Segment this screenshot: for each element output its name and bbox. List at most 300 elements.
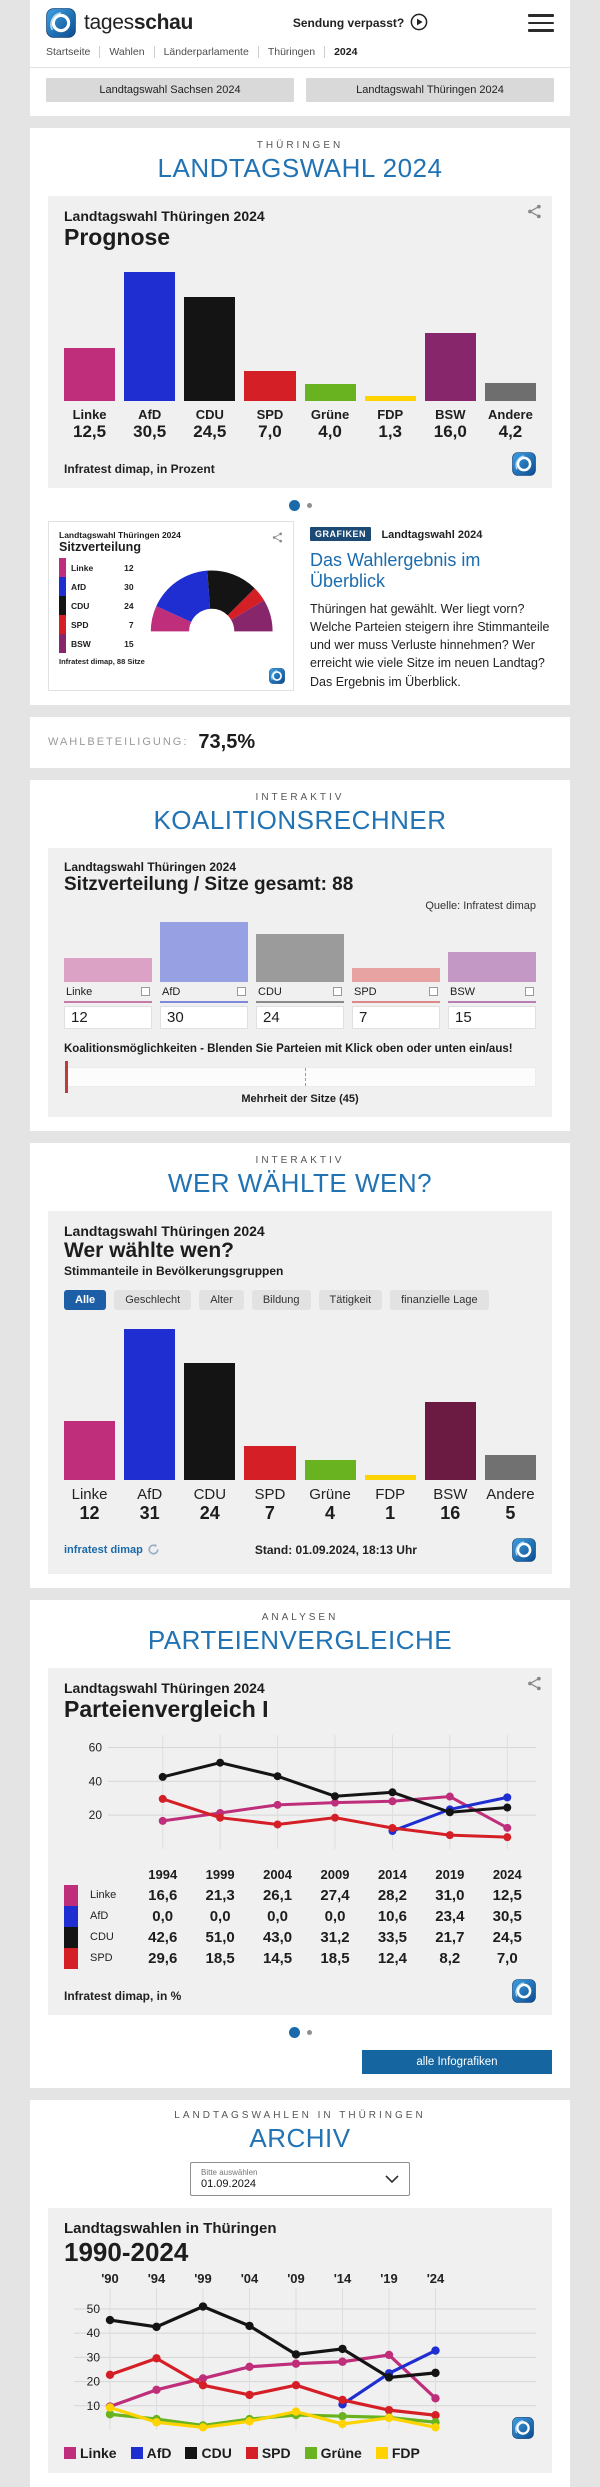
table-value: 10,6 — [377, 1907, 408, 1925]
party-checkbox[interactable] — [525, 987, 534, 996]
bar-label: Linke — [72, 407, 107, 422]
bar-label: BSW — [435, 407, 466, 422]
year-header: 2009 — [320, 1866, 350, 1882]
party-checkbox[interactable] — [141, 987, 150, 996]
filter-pill[interactable]: Tätigkeit — [319, 1290, 383, 1310]
coalition-bar-chart — [64, 922, 536, 1029]
bar-track — [305, 1320, 356, 1480]
chart-pretitle: Landtagswahlen in Thüringen — [64, 2219, 277, 2237]
chart-source: Quelle: Infratest dimap — [425, 899, 536, 912]
party-comparison-table — [64, 1864, 536, 1969]
section-title: ARCHIV — [249, 2122, 351, 2153]
chart-pretitle: Landtagswahl Thüringen 2024 — [64, 1222, 265, 1239]
date-select-value: 01.09.2024 — [201, 2177, 257, 2190]
table-value: 23,4 — [435, 1907, 465, 1925]
table-value: 12,5 — [492, 1886, 522, 1904]
party-name: Linke — [66, 985, 93, 998]
teaser-kicker: Landtagswahl 2024 — [381, 529, 483, 541]
legend-color-chip — [59, 615, 66, 634]
wer-bar-chart — [64, 1320, 536, 1524]
region-tabs — [30, 68, 570, 116]
seat-count-input[interactable]: 7 — [352, 1006, 440, 1029]
coalition-column — [352, 922, 440, 1029]
year-header: 1994 — [148, 1866, 178, 1882]
svg-text:10: 10 — [86, 2398, 100, 2413]
date-select-label: Bitte auswählen — [201, 2167, 258, 2177]
chart-title: Parteienvergleich I — [64, 1695, 269, 1722]
bar-track — [425, 1320, 476, 1480]
party-color-chip — [64, 1885, 78, 1906]
bar-label: Andere — [488, 407, 533, 422]
coalition-column — [160, 922, 248, 1029]
chart-pretitle: Landtagswahl Thüringen 2024 — [64, 208, 265, 224]
majority-track[interactable] — [64, 1067, 536, 1087]
table-value: 29,6 — [148, 1949, 178, 1967]
bar-value: 24,5 — [193, 422, 227, 441]
seat-count-input[interactable]: 12 — [64, 1006, 152, 1029]
svg-text:'94: '94 — [147, 2270, 166, 2286]
legend-row — [59, 634, 136, 653]
bar-column — [244, 1320, 295, 1524]
tagesschau-watermark-icon — [512, 1979, 536, 2003]
bar-value: 31 — [139, 1502, 160, 1523]
section-eyebrow: INTERAKTIV — [255, 791, 345, 803]
party-checkbox[interactable] — [333, 987, 342, 996]
bar-value: 12,5 — [73, 422, 107, 441]
party-bar — [425, 1402, 476, 1480]
filter-pill[interactable]: finanzielle Lage — [390, 1290, 488, 1310]
chart-title: Prognose — [64, 224, 171, 250]
majority-label: Mehrheit der Sitze (45) — [241, 1092, 359, 1105]
legend-item — [131, 2445, 172, 2461]
svg-text:20: 20 — [88, 1807, 102, 1822]
tagesschau-watermark-icon — [512, 1538, 536, 1562]
bar-label: Grüne — [310, 407, 350, 422]
legend-seat-count: 12 — [124, 562, 134, 573]
svg-text:60: 60 — [88, 1740, 102, 1755]
seat-count-input[interactable]: 24 — [256, 1006, 344, 1029]
teaser-text-block — [310, 521, 552, 691]
section-title: PARTEIENVERGLEICHE — [147, 1624, 453, 1655]
party-bar — [425, 333, 476, 401]
table-value: 0,0 — [152, 1907, 174, 1925]
koalitionsrechner-card — [48, 848, 552, 1117]
bar-value: 7,0 — [258, 422, 282, 441]
breadcrumb-item[interactable]: Startseite — [46, 46, 91, 58]
legend-color-chip — [59, 558, 66, 577]
bar-column — [124, 261, 175, 442]
table-value: 21,3 — [205, 1886, 235, 1904]
share-icon[interactable] — [527, 1676, 542, 1696]
bar-column — [485, 261, 536, 442]
party-bar — [124, 1329, 175, 1479]
filter-pill[interactable]: Bildung — [252, 1290, 311, 1310]
seat-count-input[interactable]: 15 — [448, 1006, 536, 1029]
bar-track — [244, 261, 295, 401]
tagesschau-logo[interactable] — [46, 8, 193, 38]
seat-bar[interactable] — [352, 968, 440, 982]
table-value: 21,7 — [435, 1928, 465, 1946]
chart-pretitle: Landtagswahl Thüringen 2024 — [64, 1679, 265, 1696]
bar-label: SPD — [256, 407, 284, 422]
legend-item — [376, 2445, 420, 2461]
table-value: 26,1 — [262, 1886, 293, 1904]
bar-label: Grüne — [309, 1485, 351, 1503]
party-bar — [365, 396, 416, 402]
table-value: 0,0 — [209, 1907, 231, 1925]
legend-row — [59, 615, 136, 634]
tagesschau-watermark-icon — [512, 2417, 534, 2439]
table-value: 31,2 — [320, 1928, 350, 1946]
svg-text:20: 20 — [86, 2374, 100, 2389]
seat-count-input[interactable]: 30 — [160, 1006, 248, 1029]
table-value: 51,0 — [205, 1928, 235, 1946]
section-title: KOALITIONSRECHNER — [153, 804, 447, 835]
section-eyebrow: THÜRINGEN — [256, 140, 344, 151]
chart-title: Wer wählte wen? — [64, 1238, 234, 1262]
bar-column — [305, 261, 356, 442]
legend-item — [64, 2445, 117, 2461]
majority-start-marker — [65, 1061, 68, 1093]
section-wahlbeteiligung — [30, 717, 570, 768]
bar-column — [365, 1320, 416, 1524]
share-icon[interactable] — [527, 204, 542, 224]
svg-text:'19: '19 — [380, 2270, 398, 2286]
legend-seat-count: 24 — [124, 600, 134, 611]
bar-track — [64, 261, 115, 401]
bar-value: 1,3 — [378, 422, 402, 441]
table-value: 7,0 — [496, 1949, 518, 1967]
party-bar — [485, 383, 536, 401]
bar-track — [244, 1320, 295, 1480]
party-toggle-row[interactable] — [64, 982, 152, 1003]
bar-value: 7 — [264, 1502, 275, 1523]
infratest-dimap-link[interactable] — [64, 1543, 160, 1556]
party-checkbox[interactable] — [237, 987, 246, 996]
coalition-hint: Koalitionsmöglichkeiten - Blenden Sie Parteien mit Klick oben oder unten ein/aus! — [64, 1042, 513, 1055]
year-header: 1999 — [205, 1866, 235, 1882]
bar-value: 4,2 — [498, 422, 523, 441]
table-value: 24,5 — [492, 1928, 522, 1946]
section-koalitionsrechner — [30, 780, 570, 1131]
wahlbeteiligung-label: WAHLBETEILIGUNG: — [48, 736, 189, 749]
wahlbeteiligung-value: 73,5% — [198, 730, 256, 753]
svg-text:'24: '24 — [426, 2270, 445, 2286]
bar-column — [184, 261, 235, 442]
coalition-column — [64, 922, 152, 1029]
teaser-paragraph: Thüringen hat gewählt. Wer liegt vorn? Welche Parteien steigern ihre Stimmanteile und wer muss Verluste hinnehmen? Wer erreicht wie viele Sitze im neuen Landtag? Das Ergebnis im Überblick. — [310, 602, 550, 689]
party-color-chip — [64, 1948, 78, 1969]
table-value: 12,4 — [377, 1949, 408, 1967]
legend-party-name: FDP — [391, 2444, 420, 2461]
majority-threshold-line — [305, 1068, 306, 1086]
breadcrumb-item[interactable]: Thüringen — [258, 46, 324, 58]
party-bar — [64, 1421, 115, 1479]
party-name: Linke — [90, 1889, 117, 1902]
prognose-card — [48, 196, 552, 488]
table-value: 16,6 — [148, 1886, 178, 1904]
legend-color-chip — [59, 596, 66, 615]
table-value: 30,5 — [492, 1907, 522, 1925]
legend-party-name: Linke — [80, 2444, 117, 2461]
section-archiv — [30, 2100, 570, 2487]
table-value: 31,0 — [435, 1886, 465, 1904]
party-name: BSW — [450, 985, 476, 998]
chart-source: Infratest dimap, in % — [64, 1988, 182, 2003]
legend-seat-count: 30 — [124, 581, 134, 592]
bar-label: CDU — [195, 407, 224, 422]
archiv-line-chart — [64, 2270, 536, 2438]
stand-timestamp: Stand: 01.09.2024, 18:13 Uhr — [254, 1542, 417, 1557]
bar-label: FDP — [375, 1485, 406, 1503]
region-tab[interactable]: Landtagswahl Thüringen 2024 — [306, 78, 554, 102]
svg-text:50: 50 — [86, 2301, 100, 2316]
bar-track — [485, 261, 536, 401]
bar-value: 16 — [440, 1502, 461, 1523]
alle-infografiken-button[interactable]: alle Infografiken — [362, 2050, 552, 2074]
filter-pill[interactable]: Geschlecht — [114, 1290, 191, 1310]
chart-subtitle: Stimmanteile in Bevölkerungsgruppen — [64, 1263, 284, 1278]
legend-color-chip — [376, 2447, 388, 2459]
bar-value: 4 — [325, 1502, 336, 1523]
party-bar — [244, 1446, 295, 1480]
bar-label: CDU — [193, 1485, 227, 1503]
breadcrumb-item[interactable]: Wahlen — [99, 46, 153, 58]
seat-bar[interactable] — [448, 952, 536, 982]
svg-text:30: 30 — [86, 2349, 100, 2364]
legend-color-chip — [246, 2447, 258, 2459]
share-icon[interactable] — [272, 530, 283, 548]
site-header — [30, 0, 570, 116]
grafiken-badge: GRAFIKEN — [310, 527, 371, 541]
legend-party-name: AfD — [71, 581, 87, 592]
seat-bar[interactable] — [256, 934, 344, 982]
teaser-headline[interactable]: Das Wahlergebnis im Überblick — [310, 550, 481, 591]
result-teaser — [48, 521, 552, 691]
table-value: 0,0 — [324, 1907, 346, 1925]
filter-pills — [64, 1290, 536, 1310]
legend-row — [59, 577, 136, 596]
carousel-dot[interactable] — [307, 503, 312, 508]
legend-party-name: CDU — [71, 600, 90, 611]
table-value: 27,4 — [320, 1886, 350, 1904]
section-parteienvergleiche — [30, 1600, 570, 2088]
bar-column — [184, 1320, 235, 1524]
party-bar — [244, 371, 295, 401]
menu-icon[interactable] — [528, 11, 554, 35]
tagesschau-watermark-icon — [269, 668, 285, 684]
section-eyebrow: LANDTAGSWAHLEN IN THÜRINGEN — [174, 2109, 426, 2121]
table-value: 18,5 — [205, 1949, 235, 1967]
mini-chart-title: Sitzverteilung — [59, 540, 141, 554]
bar-track — [124, 261, 175, 401]
tagesschau-watermark-icon — [512, 452, 536, 476]
year-header: 2004 — [263, 1866, 293, 1882]
page — [30, 0, 570, 2487]
table-value: 18,5 — [320, 1949, 350, 1967]
section-eyebrow: ANALYSEN — [261, 1611, 339, 1623]
table-value: 0,0 — [267, 1907, 288, 1925]
bar-track — [305, 261, 356, 401]
bar-value: 12 — [79, 1502, 100, 1523]
header-top — [30, 0, 570, 42]
table-value: 14,5 — [262, 1949, 293, 1967]
bar-column — [64, 1320, 115, 1524]
sitzverteilung-mini-card[interactable] — [48, 521, 294, 691]
section-eyebrow: INTERAKTIV — [255, 1154, 345, 1166]
bar-column — [305, 1320, 356, 1524]
sendung-verpasst-label: Sendung verpasst? — [292, 16, 405, 30]
chart-source: Infratest dimap, in Prozent — [64, 462, 215, 476]
carousel-dot[interactable] — [307, 2030, 312, 2035]
bar-track — [64, 1320, 115, 1480]
party-name: SPD — [354, 985, 377, 998]
date-select[interactable] — [190, 2162, 410, 2196]
legend-row — [59, 596, 136, 615]
table-value: 42,6 — [148, 1928, 178, 1946]
filter-pill[interactable]: Alter — [199, 1290, 244, 1310]
bar-track — [485, 1320, 536, 1480]
party-toggle-row[interactable] — [352, 982, 440, 1003]
party-name: AfD — [162, 985, 181, 998]
party-toggle-row[interactable] — [256, 982, 344, 1003]
seat-bar[interactable] — [64, 958, 152, 982]
party-name: AfD — [90, 1910, 109, 1923]
carousel-dots — [48, 2027, 552, 2038]
bar-track — [184, 1320, 235, 1480]
legend-color-chip — [305, 2447, 317, 2459]
party-bar — [184, 297, 235, 401]
bar-column — [365, 261, 416, 442]
bar-track — [365, 261, 416, 401]
carousel-dot-active[interactable] — [289, 2027, 300, 2038]
bar-column — [425, 1320, 476, 1524]
svg-text:'09: '09 — [287, 2270, 305, 2286]
party-toggle-row[interactable] — [160, 982, 248, 1003]
coalition-column — [256, 922, 344, 1029]
legend-color-chip — [64, 2447, 76, 2459]
legend-seat-count: 7 — [128, 619, 134, 630]
seat-bar[interactable] — [160, 922, 248, 982]
bar-value: 5 — [505, 1502, 516, 1523]
mini-chart-pretitle: Landtagswahl Thüringen 2024 — [59, 530, 181, 540]
party-checkbox[interactable] — [429, 987, 438, 996]
party-color-chip — [64, 1927, 78, 1948]
legend-row — [59, 558, 136, 577]
svg-text:'99: '99 — [194, 2270, 212, 2286]
legend-item — [305, 2445, 362, 2461]
bar-column — [425, 261, 476, 442]
carousel-dot-active[interactable] — [289, 500, 300, 511]
party-color-chip — [64, 1906, 78, 1927]
section-landtagswahl — [30, 128, 570, 705]
year-header: 2014 — [377, 1866, 407, 1882]
section-wer-waehlte-wen — [30, 1143, 570, 1588]
year-header: 2019 — [435, 1866, 465, 1882]
legend-party-name: BSW — [71, 638, 91, 649]
bar-track — [184, 261, 235, 401]
chart-title: Sitzverteilung / Sitze gesamt: 88 — [64, 873, 354, 895]
legend-color-chip — [59, 634, 66, 653]
svg-text:40: 40 — [88, 1773, 102, 1788]
bar-track — [256, 922, 344, 982]
filter-pill[interactable]: Alle — [64, 1290, 106, 1310]
legend-color-chip — [131, 2447, 143, 2459]
bar-column — [244, 261, 295, 442]
seat-donut-chart — [140, 558, 283, 636]
bar-column — [124, 1320, 175, 1524]
svg-text:'90: '90 — [101, 2270, 119, 2286]
table-value: 43,0 — [262, 1928, 293, 1946]
seat-legend — [59, 558, 136, 653]
archiv-legend — [64, 2445, 536, 2461]
party-comparison-line-chart — [64, 1729, 536, 1857]
party-bar — [124, 272, 175, 401]
party-toggle-row[interactable] — [448, 982, 536, 1003]
party-bar — [305, 384, 356, 401]
bar-track — [64, 922, 152, 982]
legend-party-name: Linke — [71, 562, 94, 573]
bar-track — [124, 1320, 175, 1480]
bar-track — [365, 1320, 416, 1480]
legend-party-name: SPD — [261, 2444, 291, 2461]
legend-party-name: AfD — [146, 2444, 172, 2461]
bar-value: 4,0 — [318, 422, 342, 441]
party-bar — [64, 348, 115, 401]
legend-item — [246, 2445, 291, 2461]
bar-value: 16,0 — [433, 422, 467, 441]
legend-party-name: CDU — [201, 2444, 232, 2461]
bar-label: AfD — [137, 1485, 163, 1503]
svg-text:40: 40 — [86, 2325, 100, 2340]
sendung-verpasst-link[interactable] — [293, 13, 428, 34]
chevron-down-icon — [385, 2175, 399, 2183]
year-header: 2024 — [492, 1866, 522, 1882]
chart-title: 1990-2024 — [64, 2236, 189, 2267]
svg-text:'14: '14 — [333, 2270, 352, 2286]
bar-track — [352, 922, 440, 982]
refresh-icon — [147, 1543, 160, 1556]
section-title: LANDTAGSWAHL 2024 — [157, 153, 443, 183]
section-title: WER WÄHLTE WEN? — [167, 1167, 433, 1198]
table-value: 33,5 — [377, 1928, 408, 1946]
infratest-dimap-label: infratest dimap — [64, 1543, 143, 1556]
party-bar — [184, 1363, 235, 1479]
legend-party-name: SPD — [71, 619, 89, 630]
breadcrumb — [30, 42, 570, 68]
breadcrumb-item[interactable]: 2024 — [324, 46, 366, 58]
play-icon — [410, 13, 428, 34]
wer-waehlte-wen-card — [48, 1211, 552, 1574]
bar-label: Linke — [71, 1485, 108, 1503]
region-tab[interactable]: Landtagswahl Sachsen 2024 — [46, 78, 294, 102]
bar-column — [485, 1320, 536, 1524]
bar-value: 1 — [385, 1502, 396, 1523]
party-bar — [305, 1460, 356, 1479]
carousel-dots — [48, 500, 552, 511]
parteienvergleich-card — [48, 1668, 552, 2015]
bar-value: 24 — [199, 1502, 220, 1523]
bar-label: SPD — [254, 1485, 286, 1503]
chart-pretitle: Landtagswahl Thüringen 2024 — [64, 859, 237, 874]
legend-party-name: Grüne — [320, 2444, 362, 2461]
party-name: SPD — [90, 1952, 113, 1965]
party-bar — [485, 1455, 536, 1479]
bar-track — [160, 922, 248, 982]
legend-color-chip — [185, 2447, 197, 2459]
table-value: 8,2 — [439, 1949, 461, 1967]
breadcrumb-item[interactable]: Länderparlamente — [154, 46, 258, 58]
